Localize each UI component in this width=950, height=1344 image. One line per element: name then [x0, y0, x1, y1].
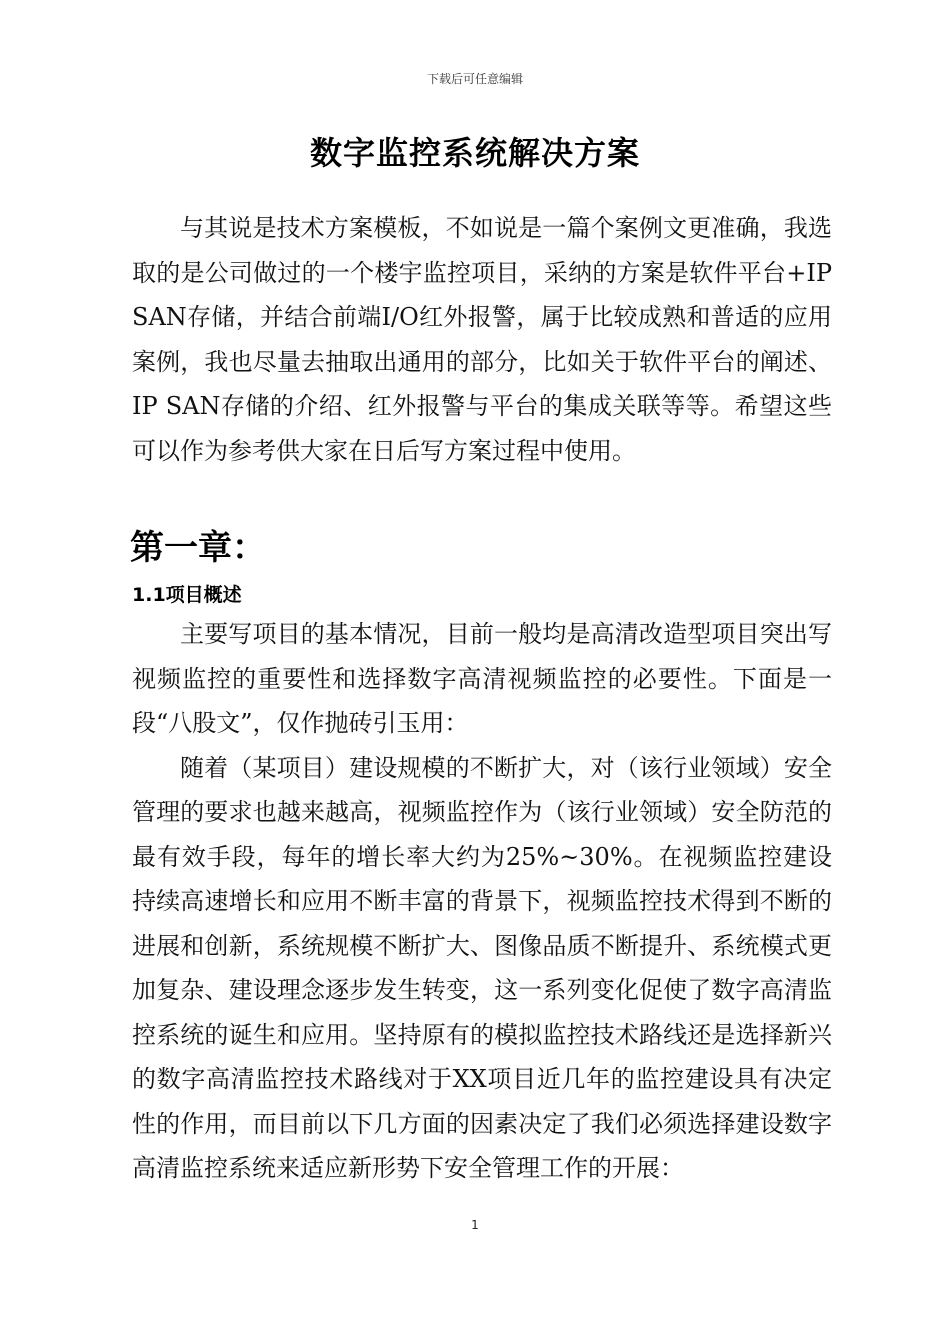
header-note: 下载后可任意编辑: [426, 72, 523, 86]
page-number: 1: [471, 1218, 479, 1232]
chapter-heading: 第一章：: [130, 528, 266, 568]
section-paragraph-1: 主要写项目的基本情况，目前一般均是高清改造型项目突出写视频监控的重要性和选择数字高清视频监控的必要性。下面是一段“八股文”，仅作抛砖引玉用：: [132, 620, 832, 737]
section-body: [132, 612, 832, 1191]
intro-block: [132, 206, 832, 473]
section-paragraph-2: 随着（某项目）建设规模的不断扩大，对（该行业领域）安全管理的要求也越来越高，视频监控作为（该行业领域）安全防范的最有效手段，每年的增长率大约为25%~30%。在视频监控建设持续高速增长和应用不断丰富的背景下，视频监控技术得到不断的进展和创新，系统规模不断扩大、图像品质不断提升、系统模式更加复杂、建设理念逐步发生转变，这一系列变化促使了数字高清监控系统的诞生和应用。坚持原有的模拟监控技术路线还是选择新兴的数字高清监控技术路线对于XX项目近几年的监控建设具有决定性的作用，而目前以下几方面的因素决定了我们必须选择建设数字高清监控系统来适应新形势下安全管理工作的开展：: [132, 753, 832, 1182]
intro-paragraph: 与其说是技术方案模板，不如说是一篇个案例文更准确，我选取的是公司做过的一个楼宇监控项目，采纳的方案是软件平台+IP SAN存储，并结合前端I/O红外报警，属于比较成熟和普适的应用案例，我也尽量去抽取出通用的部分，比如关于软件平台的阐述、IP SAN存储的介绍、红外报警与平台的集成关联等等。希望这些可以作为参考供大家在日后写方案过程中使用。: [132, 214, 832, 465]
section-heading: 1.1项目概述: [132, 584, 242, 606]
document-title: 数字监控系统解决方案: [309, 134, 640, 172]
